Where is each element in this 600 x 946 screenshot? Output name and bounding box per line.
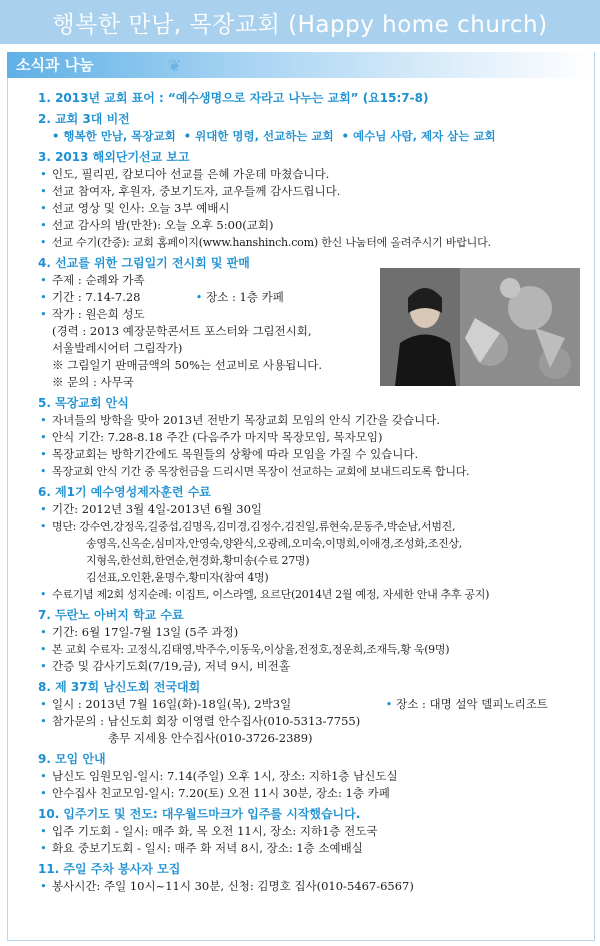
list-item: • 선교 수기(간증): 교회 홈페이지(www.hanshinch.com) 한신 나눔터에 올려주시기 바랍니다. [38, 234, 586, 251]
list-item: • 주제 : 순례와 가족 [38, 272, 586, 289]
list-item: • 일시 : 2013년 7월 16일(화)-18일(목), 2박3일 • 장소 : 대명 설악 델피노리조트 [38, 696, 586, 713]
section-title: 11. 주일 주차 봉사자 모집 [38, 862, 181, 876]
list-item: • 봉사시간: 주일 10시~11시 30분, 신청: 김명호 집사(010-5467-6567) [38, 878, 586, 895]
list-item: • 목장교회는 방학기간에도 목원들의 상황에 따라 모임을 가질 수 있습니다. [38, 446, 586, 463]
exhibit-place: 장소 : 1층 카페 [206, 290, 284, 304]
list-item: • 기간: 6월 17일-7월 13일 (5주 과정) [38, 624, 586, 641]
list-item: • 인도, 필리핀, 캄보디아 선교를 은혜 가운데 마쳤습니다. [38, 166, 586, 183]
vision-item: 행복한 만남, 목장교회 [63, 129, 176, 143]
artist-photo-image [380, 268, 580, 386]
list-item: • 참가문의 : 남신도회 회장 이영렬 안수집사(010-5313-7755) [38, 713, 586, 730]
exhibit-period: 기간 : 7.14-7.28 [52, 290, 141, 304]
note-line: ※ 문의 : 사무국 [52, 375, 134, 389]
list-item: • 자녀들의 방학을 맞아 2013년 전반기 목장교회 모임의 안식 기간을 갖습니다. [38, 412, 586, 429]
convention-date: 일시 : 2013년 7월 16일(화)-18일(목), 2박3일 [52, 697, 292, 711]
news-content [38, 86, 586, 895]
list-item: • 선교 영상 및 인사: 오늘 3부 예배시 [38, 200, 586, 217]
name-line: 송영옥,신옥순,심미자,안영숙,양완식,오광례,오미숙,이명희,이애경,조성화,조진상, [86, 537, 462, 550]
list-item: • 화요 중보기도회 - 일시: 매주 화 저녁 8시, 장소: 1층 소예배실 [38, 840, 586, 857]
section-mission-report [38, 149, 586, 251]
list-item: • 남신도 임원모임-일시: 7.14(주일) 오후 1시, 장소: 지하1층 남신도실 [38, 768, 586, 785]
leaf-icon: ❦ [168, 56, 182, 75]
section-vision [38, 111, 586, 145]
section-title: 2. 교회 3대 비전 [38, 112, 130, 126]
section-title: 1. 2013년 교회 표어 : “예수생명으로 자라고 나누는 교회” (요15:7-8) [38, 91, 429, 105]
name-line: 김선표,오인환,윤명수,황미자(참여 4명) [86, 571, 269, 584]
section-title: 7. 두란노 아버지 학교 수료 [38, 608, 184, 622]
section-meetings [38, 751, 586, 802]
list-item: • 작가 : 원은희 성도 [38, 306, 586, 323]
list-item: • 명단: 강수연,강정옥,길중섭,김명옥,김미경,김정수,김진일,류현숙,문동주,박순남,서범진, [38, 518, 586, 535]
convention-place: 장소 : 대명 설악 델피노리조트 [396, 697, 548, 711]
section-tab-label: 소식과 나눔 [16, 56, 94, 74]
header-banner [0, 0, 600, 44]
note-line: 서울발레시어터 그림작가) [52, 341, 183, 355]
section-title: 6. 제1기 예수영성제자훈련 수료 [38, 485, 211, 499]
vision-list: • 행복한 만남, 목장교회 • 위대한 명령, 선교하는 교회 • 예수님 사람, 제자 삼는 교회 [52, 129, 496, 143]
list-item: • 선교 참여자, 후원자, 중보기도자, 교우들께 감사드립니다. [38, 183, 586, 200]
section-title: 9. 모임 안내 [38, 752, 106, 766]
list-item: • 입주 기도회 - 일시: 매주 화, 목 오전 11시, 장소: 지하1층 전도국 [38, 823, 586, 840]
section-title: 4. 선교를 위한 그림일기 전시회 및 판매 [38, 256, 250, 270]
list-item: • 목장교회 안식 기간 중 목장헌금을 드리시면 목장이 선교하는 교회에 보내드리도록 합니다. [38, 463, 586, 480]
artist-photo [380, 268, 580, 386]
section-move-in-prayer [38, 806, 586, 857]
list-item: • 기간 : 7.14-7.28 • 장소 : 1층 카페 [38, 289, 586, 306]
list-item: • 수료기념 제2회 성지순례: 이집트, 이스라엘, 요르단(2014년 2월 예정, 자세한 안내 추후 공지) [38, 586, 586, 603]
section-title: 3. 2013 해외단기선교 보고 [38, 150, 190, 164]
section-title: 5. 목장교회 안식 [38, 396, 129, 410]
note-line: ※ 그림일기 판매금액의 50%는 선교비로 사용됩니다. [52, 358, 323, 372]
section-parking-volunteers [38, 861, 586, 895]
list-item: • 본 교회 수료자: 고정식,김태영,박주수,이동욱,이상율,전정호,정운희,조재득,황 욱(9명) [38, 641, 586, 658]
banner-title: 행복한 만남, 목장교회 (Happy home church) [52, 12, 548, 38]
section-title: 10. 입주기도 및 전도: 대우월드마크가 입주를 시작했습니다. [38, 807, 361, 821]
note-line: (경력 : 2013 예장문학콘서트 포스터와 그림전시회, [52, 324, 312, 338]
section-sabbath [38, 395, 586, 480]
name-line: 지형옥,한선희,한연순,현경화,황미송(수료 27명) [86, 554, 310, 567]
list-item: • 간증 및 감사기도회(7/19,금), 저녁 9시, 비전홀 [38, 658, 586, 675]
list-item: • 선교 감사의 밤(만찬): 오늘 오후 5:00(교회) [38, 217, 586, 234]
section-father-school [38, 607, 586, 675]
section-mens-convention [38, 679, 586, 747]
list-item: • 안수집사 친교모임-일시: 7.20(토) 오전 11시 30분, 장소: 1층 카페 [38, 785, 586, 802]
section-tab-bar [7, 52, 593, 78]
section-motto [38, 90, 586, 107]
vision-item: 위대한 명령, 선교하는 교회 [195, 129, 334, 143]
section-discipleship [38, 484, 586, 603]
contact-line: 총무 지세용 안수집사(010-3726-2389) [108, 731, 313, 745]
list-item: • 기간: 2012년 3월 4일-2013년 6월 30일 [38, 501, 586, 518]
section-title: 8. 제 37회 남신도회 전국대회 [38, 680, 201, 694]
list-item: • 안식 기간: 7.28-8.18 주간 (다음주가 마지막 목장모임, 목자모임) [38, 429, 586, 446]
vision-item: 예수님 사람, 제자 삼는 교회 [353, 129, 496, 143]
